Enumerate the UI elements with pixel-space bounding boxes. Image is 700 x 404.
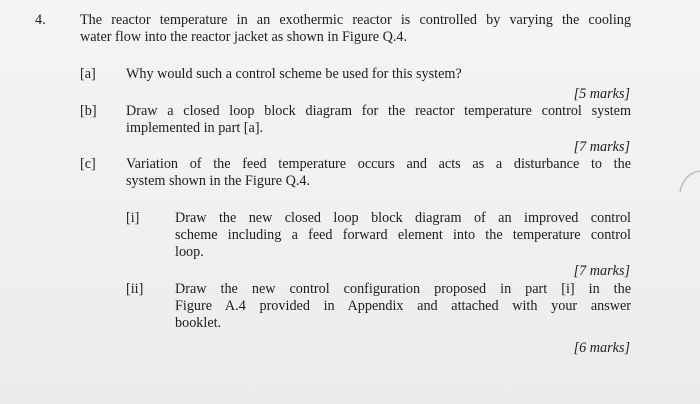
subpart-i-text-line-3: loop. (175, 244, 204, 260)
part-b-text-line-1: Draw a closed loop block diagram for the reactor temperature control system (126, 103, 631, 119)
part-c-text-line-2: system shown in the Figure Q.4. (126, 173, 311, 189)
subpart-ii-marks: [6 marks] (573, 340, 630, 356)
question-intro-line-1: The reactor temperature in an exothermic reactor is controlled by varying the cooling (80, 12, 631, 28)
part-b-label: [b] (80, 103, 97, 119)
subpart-i-marks: [7 marks] (573, 263, 630, 279)
subpart-ii-label: [ii] (126, 281, 144, 297)
subpart-ii-text-line-3: booklet. (175, 315, 222, 331)
subpart-ii-text-line-2: Figure A.4 provided in Appendix and attached with your answer (175, 298, 631, 314)
question-number: 4. (35, 12, 46, 28)
question-intro-line-2: water flow into the reactor jacket as shown in Figure Q.4. (80, 29, 408, 45)
part-b-text-line-2: implemented in part [a]. (126, 120, 264, 136)
part-c-text-line-1: Variation of the feed temperature occurs and acts as a disturbance to the (126, 156, 631, 172)
page-edge-mark (678, 168, 700, 194)
part-c-label: [c] (80, 156, 96, 172)
part-a-marks: [5 marks] (573, 86, 630, 102)
part-a-text: Why would such a control scheme be used for this system? (126, 66, 462, 82)
part-a-label: [a] (80, 66, 96, 82)
part-b-marks: [7 marks] (573, 139, 630, 155)
subpart-i-text-line-2: scheme including a feed forward element into the temperature control (175, 227, 631, 243)
subpart-i-text-line-1: Draw the new closed loop block diagram of an improved control (175, 210, 631, 226)
subpart-ii-text-line-1: Draw the new control configuration proposed in part [i] in the (175, 281, 631, 297)
subpart-i-label: [i] (126, 210, 140, 226)
